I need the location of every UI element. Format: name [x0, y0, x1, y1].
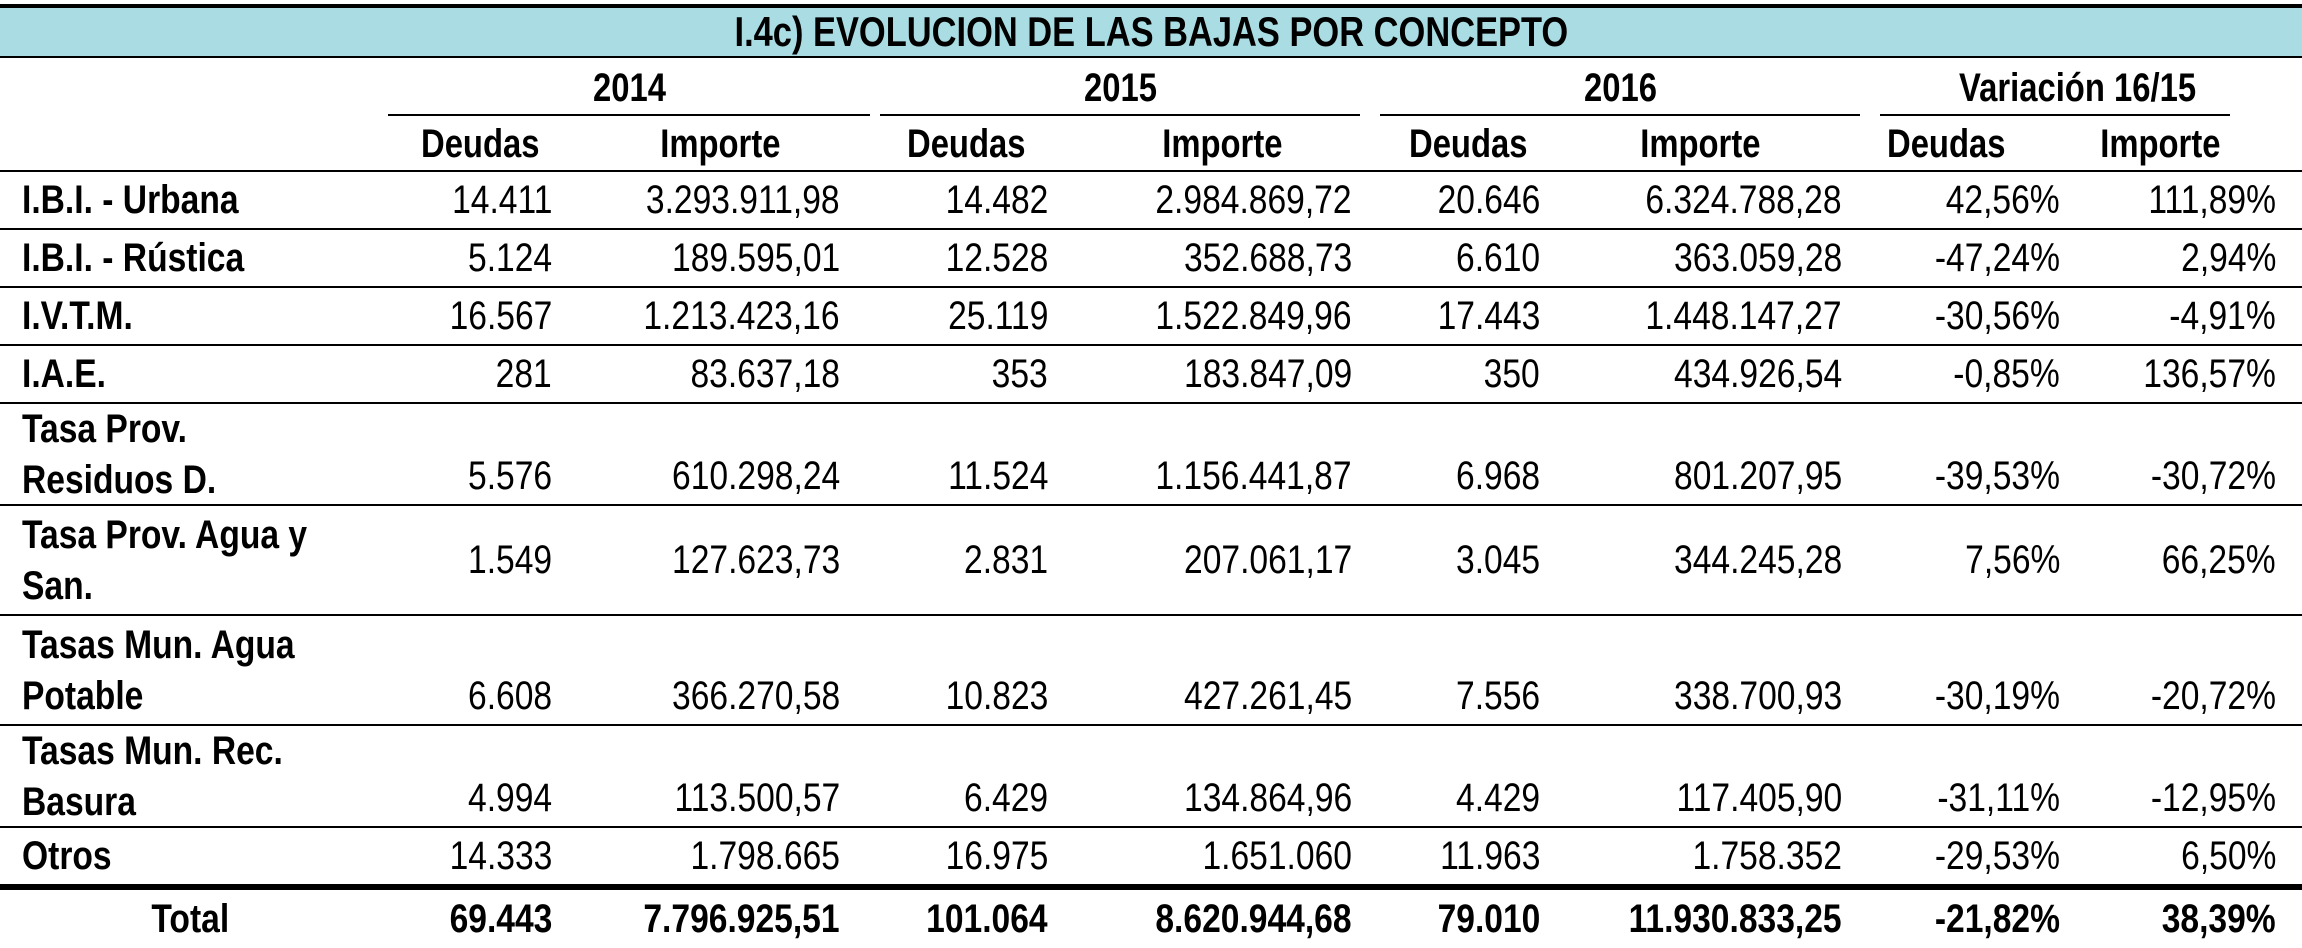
- row-label-text: Tasa Prov.: [22, 407, 187, 451]
- year-header: [388, 64, 870, 112]
- column-header-text: Importe: [2099, 122, 2221, 166]
- row-label-line: [22, 726, 332, 777]
- total-cell-value: 69.443: [449, 897, 552, 941]
- table-cell: [788, 175, 1048, 226]
- table-cell: [292, 291, 552, 342]
- table-cell-value: -0,85%: [1953, 352, 2060, 396]
- table-cell-value: 12.528: [945, 236, 1048, 280]
- table-cell-value: 25.119: [947, 294, 1048, 338]
- column-header: [836, 120, 1096, 168]
- table-cell-value: 352.688,73: [1183, 236, 1352, 280]
- table-cell: [2016, 773, 2276, 824]
- total-cell: [1280, 894, 1540, 945]
- table-cell: [292, 349, 552, 400]
- table-cell-value: 5.576: [467, 454, 552, 498]
- row-label-line: [22, 291, 154, 342]
- total-cell-value: 7.796.925,51: [643, 897, 840, 941]
- table-row: [0, 230, 2302, 286]
- year-underline: [1380, 114, 1860, 116]
- table-cell-value: 1.758.352: [1692, 834, 1842, 878]
- row-label: [22, 349, 122, 400]
- table-cell-value: 83.637,18: [690, 352, 840, 396]
- row-label-text: Tasas Mun. Rec.: [22, 729, 283, 773]
- table-cell: [1280, 831, 1540, 882]
- table-row: [0, 828, 2302, 884]
- table-cell-value: 281: [495, 352, 552, 396]
- table-cell-value: 11.524: [947, 454, 1048, 498]
- column-header: [1092, 120, 1352, 168]
- row-label-text: I.V.T.M.: [22, 294, 133, 338]
- table-cell-value: 10.823: [945, 674, 1048, 718]
- table-cell: [788, 451, 1048, 502]
- table-cell-value: 6.324.788,28: [1645, 178, 1842, 222]
- column-header: [1570, 120, 1830, 168]
- year-header-text: Variación 16/15: [1959, 66, 2197, 110]
- table-cell: [1280, 291, 1540, 342]
- table-cell: [2016, 291, 2276, 342]
- table-cell-value: -20,72%: [2150, 674, 2276, 718]
- table-cell: [292, 671, 552, 722]
- row-label: [22, 831, 129, 882]
- table-cell-value: 4.994: [467, 776, 552, 820]
- table-cell: [2016, 233, 2276, 284]
- table-cell: [292, 535, 552, 586]
- table-cell: [788, 349, 1048, 400]
- table-cell-value: 6.610: [1455, 236, 1540, 280]
- table-cell-value: 136,57%: [2143, 352, 2276, 396]
- total-row: [0, 892, 2302, 948]
- table-title: I.4c) EVOLUCION DE LAS BAJAS POR CONCEPTO: [734, 8, 1568, 55]
- year-header-text: 2015: [1083, 66, 1157, 110]
- table-cell-value: 801.207,95: [1673, 454, 1842, 498]
- row-label-line: [22, 233, 287, 284]
- table-cell-value: 363.059,28: [1673, 236, 1842, 280]
- row-label-line: [22, 175, 280, 226]
- table-cell: [2016, 175, 2276, 226]
- column-header-text: Importe: [659, 122, 781, 166]
- table-cell-value: 1.798.665: [690, 834, 840, 878]
- table-cell-value: 17.443: [1437, 294, 1540, 338]
- year-header-text: 2016: [1583, 66, 1657, 110]
- table-cell-value: 117.405,90: [1676, 776, 1842, 820]
- year-header: [1380, 64, 1860, 112]
- row-label-line: [22, 777, 332, 828]
- row-label-line: [22, 831, 129, 882]
- year-header: [880, 64, 1360, 112]
- total-cell: [2016, 894, 2276, 945]
- table-cell-value: 14.482: [945, 178, 1048, 222]
- total-cell: [292, 894, 552, 945]
- total-label-text: Total: [151, 897, 229, 941]
- table-cell-value: 113.500,57: [674, 776, 840, 820]
- table-cell: [1280, 233, 1540, 284]
- row-label-text: Tasa Prov. Agua y: [22, 513, 308, 557]
- year-underline: [880, 114, 1360, 116]
- table-cell: [788, 773, 1048, 824]
- table-cell-value: -39,53%: [1934, 454, 2060, 498]
- table-cell-value: 1.522.849,96: [1155, 294, 1352, 338]
- row-label: [22, 291, 154, 342]
- table-cell-value: 14.333: [449, 834, 552, 878]
- table-cell-value: 6.968: [1455, 454, 1540, 498]
- table-row: [0, 616, 2302, 724]
- column-header: [590, 120, 850, 168]
- table-cell-value: 11.963: [1439, 834, 1540, 878]
- table-cell: [788, 291, 1048, 342]
- table-cell-value: 183.847,09: [1183, 352, 1352, 396]
- table-cell-value: 1.651.060: [1202, 834, 1352, 878]
- table-row: [0, 726, 2302, 826]
- table-cell-value: 1.156.441,87: [1155, 454, 1352, 498]
- row-label-text: I.B.I. - Urbana: [22, 178, 239, 222]
- table-cell-value: 111,89%: [2148, 178, 2276, 222]
- table-cell-value: 338.700,93: [1673, 674, 1842, 718]
- table-cell-value: 7,56%: [1964, 537, 2060, 582]
- total-cell-value: -21,82%: [1934, 897, 2060, 941]
- row-label-line: [22, 349, 122, 400]
- table-cell-value: 6.608: [467, 674, 552, 718]
- total-cell-value: 79.010: [1437, 897, 1540, 941]
- table-cell: [2016, 831, 2276, 882]
- table-cell-value: 1.549: [467, 537, 552, 582]
- table-cell-value: 5.124: [467, 236, 552, 280]
- table-cell: [1280, 671, 1540, 722]
- table-cell-value: 344.245,28: [1673, 537, 1842, 582]
- table-cell-value: 3.293.911,98: [646, 178, 840, 222]
- row-label-text: I.A.E.: [22, 352, 107, 396]
- row-label-line: [22, 404, 253, 455]
- table-cell: [1280, 451, 1540, 502]
- table-cell-value: -4,91%: [2169, 294, 2276, 338]
- year-header: [1880, 64, 2276, 112]
- table-row: [0, 288, 2302, 344]
- table-cell: [788, 233, 1048, 284]
- table-cell-value: 4.429: [1455, 776, 1540, 820]
- table-cell-value: 20.646: [1437, 178, 1540, 222]
- row-label-text: Potable: [22, 674, 144, 718]
- table-cell-value: 366.270,58: [671, 674, 840, 718]
- table-cell: [788, 831, 1048, 882]
- row-label-text: Tasas Mun. Agua: [22, 623, 295, 667]
- table-cell: [292, 831, 552, 882]
- column-header: [2030, 120, 2290, 168]
- table-cell-value: 127.623,73: [671, 537, 840, 582]
- table-cell-value: 6,50%: [2180, 834, 2276, 878]
- table-cell-value: 16.975: [945, 834, 1048, 878]
- table-cell-value: -30,56%: [1934, 294, 2060, 338]
- table-cell-value: 2,94%: [2180, 236, 2276, 280]
- table-cell: [292, 175, 552, 226]
- row-label-line: [22, 620, 347, 671]
- total-cell-value: 11.930.833,25: [1628, 897, 1842, 941]
- table-cell-value: 16.567: [449, 294, 552, 338]
- table-row: [0, 346, 2302, 402]
- table-cell-value: 42,56%: [1946, 178, 2060, 222]
- year-underline: [388, 114, 870, 116]
- table-cell-value: 207.061,17: [1183, 537, 1352, 582]
- table-cell-value: -29,53%: [1934, 834, 2060, 878]
- table-row: [0, 172, 2302, 228]
- row-label-text: Residuos D.: [22, 458, 217, 502]
- column-header-text: Deudas: [906, 122, 1026, 166]
- total-cell-value: 101.064: [926, 897, 1048, 941]
- total-top-rule: [0, 884, 2302, 890]
- row-label: [22, 175, 280, 226]
- year-underline: [1880, 114, 2230, 116]
- table-cell: [1280, 535, 1540, 586]
- table-cell-value: 427.261,45: [1183, 674, 1352, 718]
- table-row: [0, 404, 2302, 504]
- table-cell: [1280, 175, 1540, 226]
- table-cell: [788, 535, 1048, 586]
- row-label: [22, 726, 332, 828]
- row-label-text: Basura: [22, 780, 136, 824]
- column-header: [350, 120, 610, 168]
- table-cell-value: -30,19%: [1934, 674, 2060, 718]
- column-header-text: Deudas: [1408, 122, 1528, 166]
- table-cell-value: 2.831: [963, 537, 1048, 582]
- table-cell: [1280, 349, 1540, 400]
- table-cell: [788, 671, 1048, 722]
- table-cell-value: 7.556: [1455, 674, 1540, 718]
- table-cell-value: 14.411: [451, 178, 552, 222]
- table-cell: [2016, 535, 2276, 586]
- table-cell-value: 189.595,01: [671, 236, 840, 280]
- table-cell-value: -12,95%: [2150, 776, 2276, 820]
- column-header-text: Deudas: [420, 122, 540, 166]
- row-label: [22, 233, 287, 284]
- table-cell-value: 434.926,54: [1673, 352, 1842, 396]
- table-cell: [2016, 451, 2276, 502]
- table-cell-value: -30,72%: [2150, 454, 2276, 498]
- table-cell: [1280, 773, 1540, 824]
- table-cell: [292, 773, 552, 824]
- column-header-text: Deudas: [1886, 122, 2006, 166]
- table-title-bar: [0, 4, 2302, 58]
- table-cell-value: 610.298,24: [671, 454, 840, 498]
- row-label: [22, 404, 253, 506]
- table-cell-value: 350: [1483, 352, 1540, 396]
- table-cell: [2016, 349, 2276, 400]
- total-cell: [788, 894, 1048, 945]
- table-cell-value: 3.045: [1455, 537, 1540, 582]
- table-cell: [292, 451, 552, 502]
- column-header-text: Importe: [1161, 122, 1283, 166]
- table-cell-value: 2.984.869,72: [1155, 178, 1352, 222]
- column-header: [1338, 120, 1598, 168]
- total-cell-value: 38,39%: [2162, 897, 2276, 941]
- row-label-line: [22, 455, 253, 506]
- table-cell-value: 6.429: [963, 776, 1048, 820]
- column-header-text: Importe: [1639, 122, 1761, 166]
- table-cell: [292, 233, 552, 284]
- table-cell-value: -47,24%: [1934, 236, 2060, 280]
- year-header-text: 2014: [592, 66, 666, 110]
- table-cell-value: 134.864,96: [1183, 776, 1352, 820]
- row-label-text: Otros: [22, 834, 112, 878]
- total-cell-value: 8.620.944,68: [1155, 897, 1352, 941]
- row-label-text: San.: [22, 564, 93, 608]
- table-row: [0, 506, 2302, 614]
- table-cell: [2016, 671, 2276, 722]
- row-label-text: I.B.I. - Rústica: [22, 236, 245, 280]
- table-cell-value: 66,25%: [2162, 537, 2276, 582]
- table-cell-value: 353: [991, 352, 1048, 396]
- table-cell-value: 1.448.147,27: [1645, 294, 1842, 338]
- total-label: [60, 894, 320, 945]
- table-cell-value: -31,11%: [1937, 776, 2060, 820]
- table-cell-value: 1.213.423,16: [643, 294, 840, 338]
